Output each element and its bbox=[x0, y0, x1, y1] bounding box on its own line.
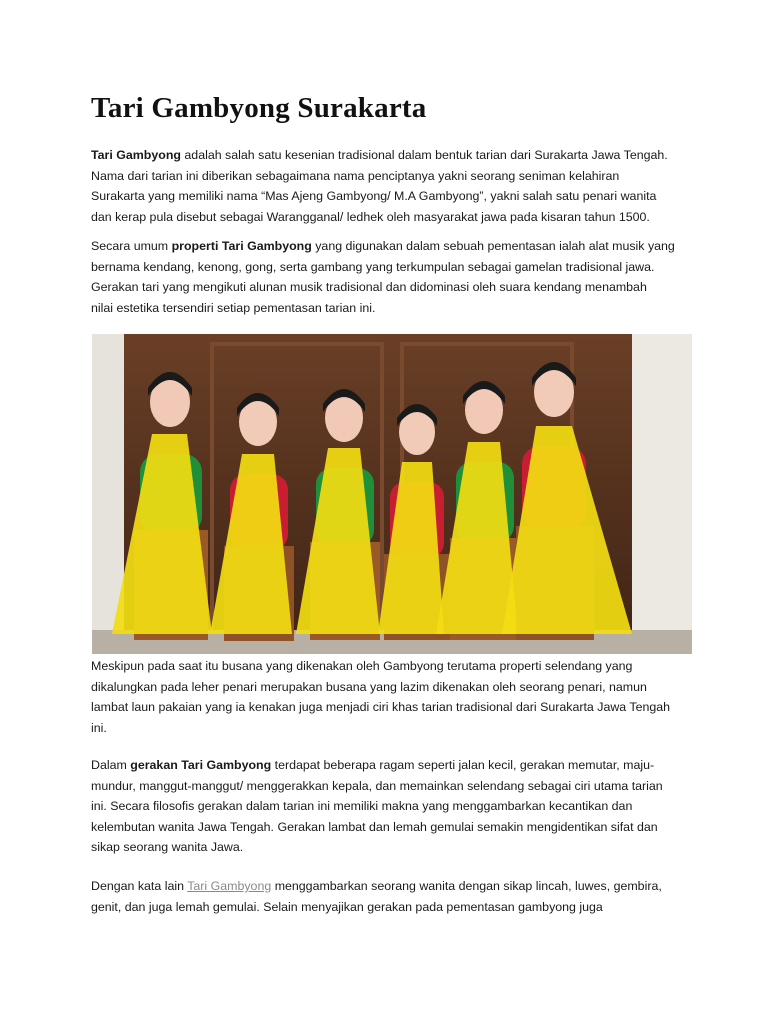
tari-gambyong-link[interactable]: Tari Gambyong bbox=[187, 879, 272, 893]
paragraph-busana: Meskipun pada saat itu busana yang dikenakan oleh Gambyong terutama properti selendang yang dikalungkan pada leher penari merupakan busana yang lazim dikenakan oleh seorang penari, namun lambat laun pakaian yang ia kenakan juga menjadi ciri khas tarian tradisional dari Surakarta Jawa Tengah ini. bbox=[91, 659, 671, 735]
paragraph-gerakan: Dalam gerakan Tari Gambyong terdapat beberapa ragam seperti jalan kecil, gerakan memutar, maju- mundur, manggut-manggut/ menggerakkan kepala, dan memainkan selendang sebagai ciri utama tarian ini. Secara filosofis gerakan dalam tarian ini memiliki makna yang menggambarkan kecantikan dan kelembutan wanita Jawa Tengah. Gerakan lambat dan lemah gemulai semakin mengidentikan sifat dan sikap seorang wanita Jawa. bbox=[91, 758, 663, 855]
paragraph-properti: Secara umum properti Tari Gambyong yang digunakan dalam sebuah pementasan ialah alat musik yang bernama kendang, kenong, gong, serta gambang yang terkumpulan sebagai gamelan tradisional jawa. Gerakan tari yang mengikuti alunan musik tradisional dan didominasi oleh suara kendang menambah nilai estetika tersendiri setiap pementasan tarian ini. bbox=[91, 239, 675, 315]
document-title: Tari Gambyong Surakarta bbox=[91, 92, 427, 124]
right-wall bbox=[632, 334, 692, 654]
paragraph-intro: Tari Gambyong adalah salah satu kesenian tradisional dalam bentuk tarian dari Surakarta Jawa Tengah. Nama dari tarian ini diberikan sebagaimana nama penciptanya yakni seorang seniman kelahiran Surakarta yang memiliki nama “Mas Ajeng Gambyong/ M.A Gambyong”, yakni salah satu penari wanita dan kerap pula disebut sebagai Warangganal/ ledhek oleh masyarakat jawa pada kisaran tahun 1500. bbox=[91, 148, 668, 224]
bold-term: gerakan Tari Gambyong bbox=[130, 758, 272, 772]
dancers-photo bbox=[92, 334, 692, 654]
paragraph-kesimpulan: Dengan kata lain Tari Gambyong menggambarkan seorang wanita dengan sikap lincah, luwes, gembira, genit, dan juga lemah gemulai. Selain menyajikan gerakan pada pementasan gambyong juga bbox=[91, 879, 662, 914]
bold-term: properti Tari Gambyong bbox=[171, 239, 312, 253]
bold-term: Tari Gambyong bbox=[91, 148, 181, 162]
